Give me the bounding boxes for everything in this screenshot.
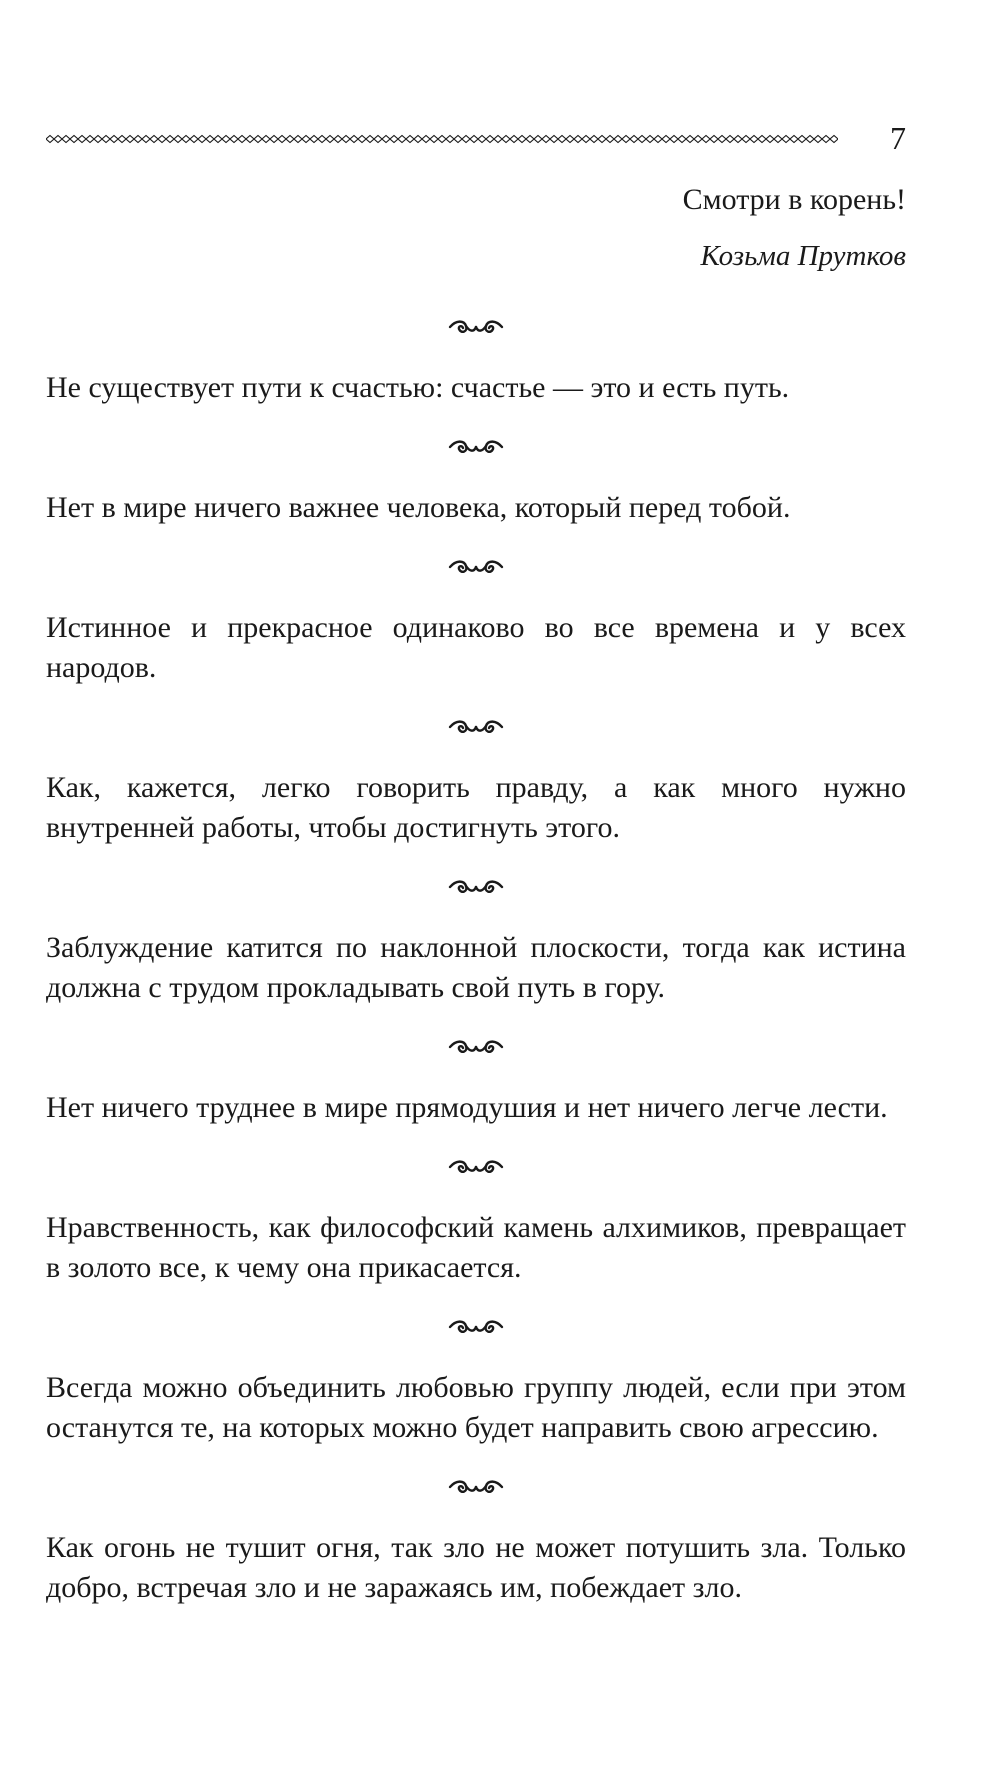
- aphorism-list: [46, 316, 906, 1608]
- aphorism-text: Не существует пути к счастью: счастье — это и есть путь.: [46, 371, 790, 404]
- epigraph-author: Козьма Прутков: [700, 240, 906, 272]
- aphorism-text: Как огонь не тушит огня, так зло не может потушить зла. Только добро, встречая зло и не заражаясь им, побеждает зло.: [46, 1531, 906, 1604]
- aphorism-text: Как, кажется, легко говорить правду, а как много нужно внутренней работы, чтобы достигнуть этого.: [46, 771, 906, 844]
- decorative-rule-icon: [46, 134, 838, 144]
- swirl-ornament-icon: [446, 716, 506, 738]
- aphorism-text: Всегда можно объединить любовью группу людей, если при этом останутся те, на которых можно будет направить свою агрессию.: [46, 1371, 906, 1444]
- aphorism-text: Заблуждение катится по наклонной плоскости, тогда как истина должна с трудом прокладывать свой путь в гору.: [46, 931, 906, 1004]
- epigraph-quote: Смотри в корень!: [682, 183, 906, 216]
- swirl-ornament-icon: [446, 1476, 506, 1498]
- aphorism-text: Нравственность, как философский камень алхимиков, превращает в золото все, к чему она прикасается.: [46, 1211, 906, 1284]
- swirl-ornament-icon: [446, 876, 506, 898]
- aphorism-text: Нет в мире ничего важнее человека, который перед тобой.: [46, 491, 791, 524]
- swirl-ornament-icon: [446, 1316, 506, 1338]
- epigraph: [306, 180, 906, 276]
- swirl-ornament-icon: [446, 1036, 506, 1058]
- aphorism-text: Истинное и прекрасное одинаково во все времена и у всех народов.: [46, 611, 906, 684]
- swirl-ornament-icon: [446, 556, 506, 578]
- page-number: 7: [890, 120, 906, 156]
- swirl-ornament-icon: [446, 436, 506, 458]
- aphorism-text: Нет ничего труднее в мире прямодушия и нет ничего легче лести.: [46, 1091, 888, 1124]
- swirl-ornament-icon: [446, 316, 506, 338]
- swirl-ornament-icon: [446, 1156, 506, 1178]
- running-header: [46, 118, 906, 158]
